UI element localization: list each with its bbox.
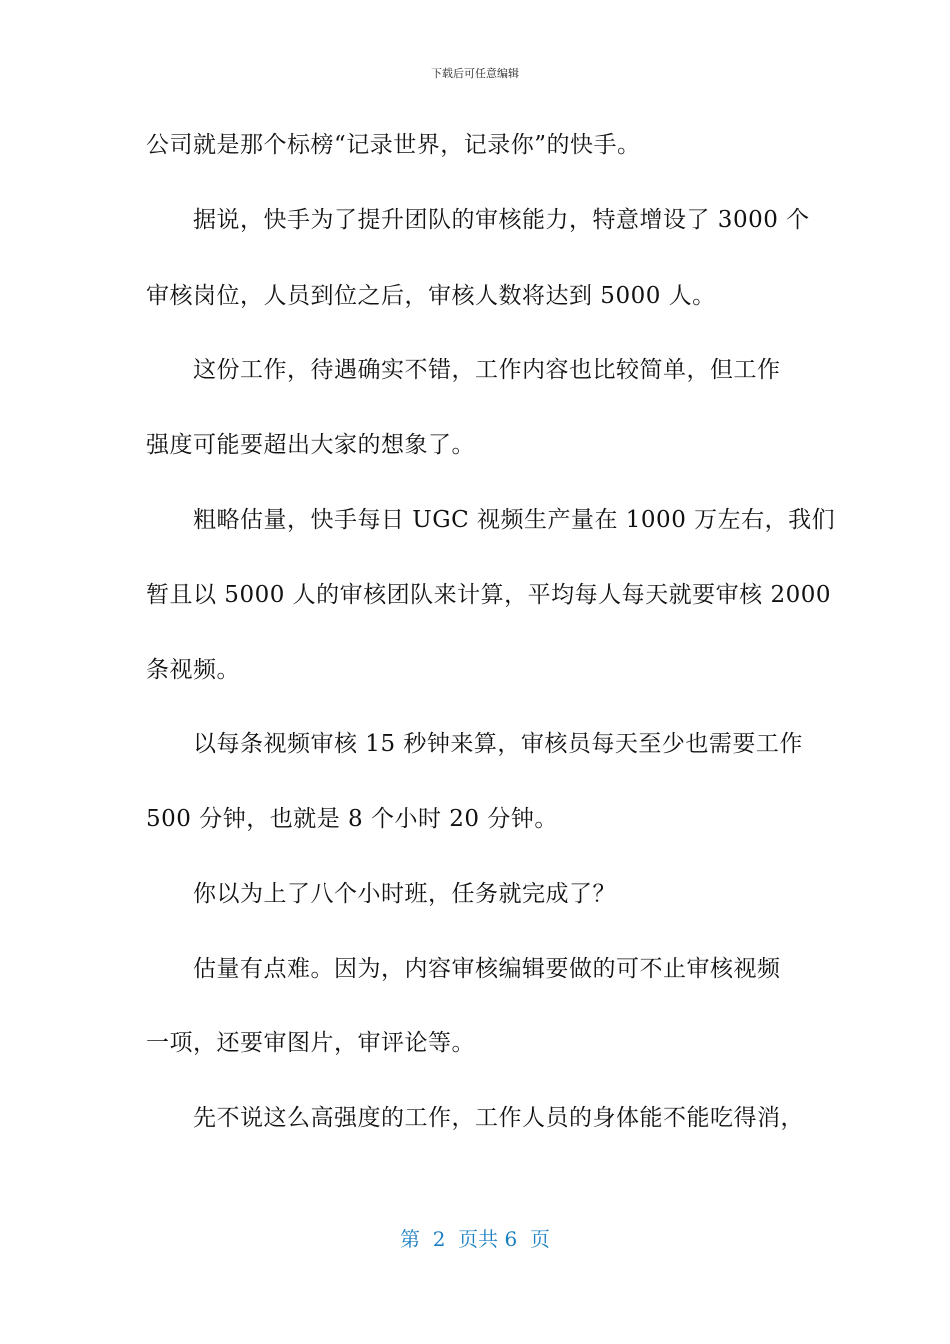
body-line-10: 500 分钟，也就是 8 个小时 20 分钟。 (146, 806, 558, 832)
body-line-13: 一项，还要审图片，审评论等。 (146, 1030, 475, 1056)
body-line-6: 粗略估量，快手每日 UGC 视频生产量在 1000 万左右，我们 (193, 507, 836, 533)
body-line-2: 据说，快手为了提升团队的审核能力，特意增设了 3000 个 (193, 207, 810, 233)
body-line-11: 你以为上了八个小时班，任务就完成了？ (193, 881, 616, 907)
body-line-12: 估量有点难。因为，内容审核编辑要做的可不止审核视频 (193, 956, 781, 982)
body-line-4: 这份工作，待遇确实不错，工作内容也比较简单，但工作 (193, 357, 781, 383)
body-line-5: 强度可能要超出大家的想象了。 (146, 432, 475, 458)
page-number-footer: 第 2 页共 6 页 (400, 1227, 550, 1251)
body-line-3: 审核岗位，人员到位之后，审核人数将达到 5000 人。 (146, 283, 716, 309)
body-line-14: 先不说这么高强度的工作，工作人员的身体能不能吃得消， (193, 1105, 804, 1131)
body-line-8: 条视频。 (146, 657, 240, 683)
body-line-7: 暂且以 5000 人的审核团队来计算，平均每人每天就要审核 2000 (146, 582, 831, 608)
body-line-9: 以每条视频审核 15 秒钟来算，审核员每天至少也需要工作 (193, 731, 803, 757)
page-header: 下载后可任意编辑 (431, 67, 519, 80)
body-line-1: 公司就是那个标榜“记录世界，记录你”的快手。 (146, 132, 641, 158)
